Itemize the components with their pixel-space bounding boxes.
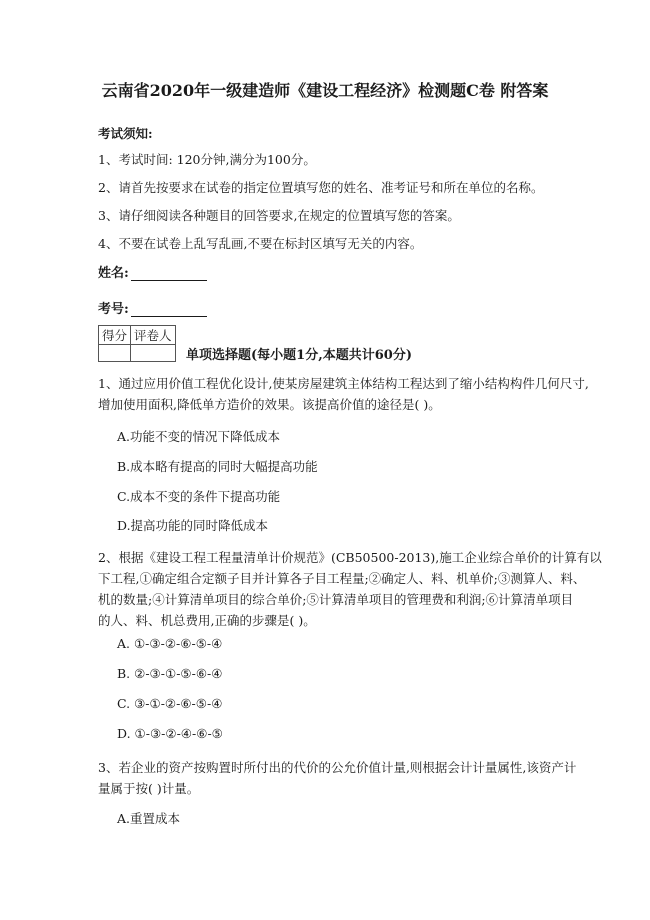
grader-cell[interactable] <box>131 345 176 362</box>
name-blank[interactable] <box>131 266 207 281</box>
name-label: 姓名: <box>98 266 129 281</box>
grader-header: 评卷人 <box>131 326 176 345</box>
question-1-line: 增加使用面积,降低单方造价的效果。该提高价值的途径是( )。 <box>98 397 441 412</box>
question-3-option-a[interactable]: A.重置成本 <box>117 811 181 826</box>
id-field <box>98 298 207 317</box>
section-title: 单项选择题(每小题1分,本题共计60分) <box>186 348 412 363</box>
name-field <box>98 262 207 281</box>
question-1-option-b[interactable]: B.成本略有提高的同时大幅提高功能 <box>117 459 318 474</box>
question-1-line: 1、通过应用价值工程优化设计,使某房屋建筑主体结构工程达到了缩小结构构件几何尺寸, <box>98 376 589 391</box>
notice-heading: 考试须知: <box>98 126 153 141</box>
id-blank[interactable] <box>131 302 207 317</box>
question-2-line: 机的数量;④计算清单项目的综合单价;⑤计算清单项目的管理费和利润;⑥计算清单项目 <box>98 592 574 607</box>
question-2-option-b[interactable]: B. ②-③-①-⑤-⑥-④ <box>117 666 223 681</box>
question-2-line: 下工程,①确定组合定额子目并计算各子目工程量;②确定人、料、机单价;③测算人、料、 <box>98 571 586 586</box>
notice-item: 4、不要在试卷上乱写乱画,不要在标封区填写无关的内容。 <box>98 236 423 251</box>
question-2-line: 2、根据《建设工程工程量清单计价规范》(CB50500-2013),施工企业综合单价的计算有以 <box>98 550 602 565</box>
notice-item: 3、请仔细阅读各种题目的回答要求,在规定的位置填写您的答案。 <box>98 208 460 223</box>
question-1-option-d[interactable]: D.提高功能的同时降低成本 <box>117 518 269 533</box>
question-2-option-c[interactable]: C. ③-①-②-⑥-⑤-④ <box>117 696 223 711</box>
question-2-line: 的人、料、机总费用,正确的步骤是( )。 <box>98 613 316 628</box>
question-1-option-a[interactable]: A.功能不变的情况下降低成本 <box>117 429 281 444</box>
question-3-line: 量属于按( )计量。 <box>98 781 200 796</box>
notice-item: 1、考试时间: 120分钟,满分为100分。 <box>98 152 316 167</box>
notice-item: 2、请首先按要求在试卷的指定位置填写您的姓名、准考证号和所在单位的名称。 <box>98 180 544 195</box>
question-1-option-c[interactable]: C.成本不变的条件下提高功能 <box>117 489 281 504</box>
score-box <box>98 325 176 362</box>
question-2-option-d[interactable]: D. ①-③-②-④-⑥-⑤ <box>117 726 223 741</box>
score-cell[interactable] <box>99 345 131 362</box>
id-label: 考号: <box>98 302 129 317</box>
question-2-option-a[interactable]: A. ①-③-②-⑥-⑤-④ <box>117 636 223 651</box>
page-title: 云南省2020年一级建造师《建设工程经济》检测题C卷 附答案 <box>101 81 549 100</box>
score-header: 得分 <box>99 326 131 345</box>
question-3-line: 3、若企业的资产按购置时所付出的代价的公允价值计量,则根据会计计量属性,该资产计 <box>98 760 577 775</box>
